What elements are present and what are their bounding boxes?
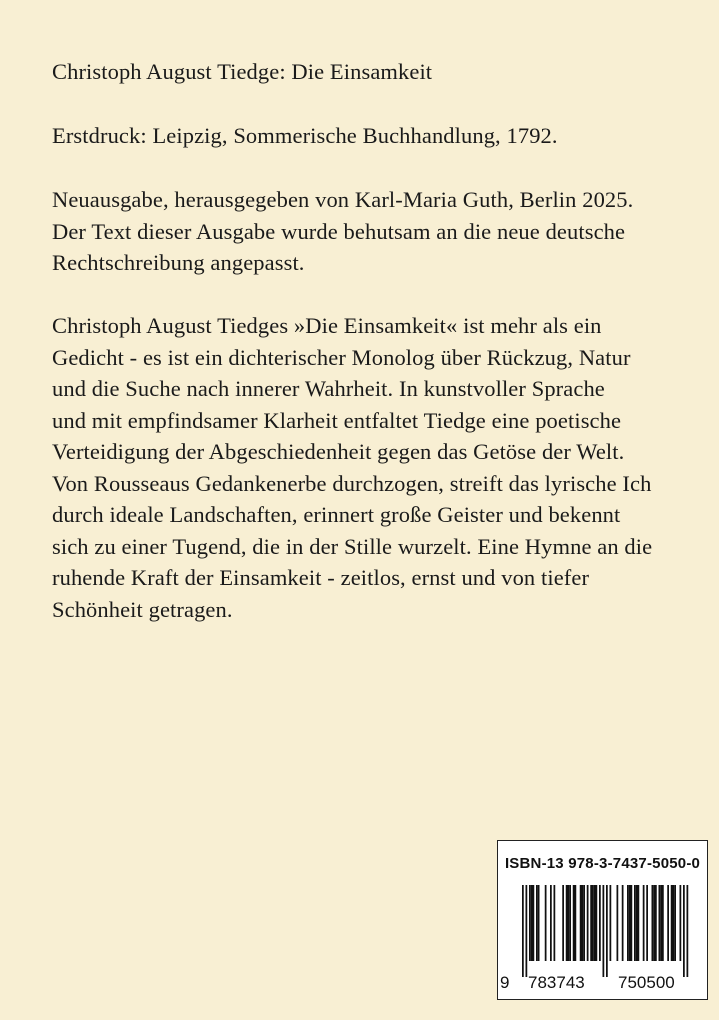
barcode-bar bbox=[662, 885, 664, 961]
edition-paragraph bbox=[52, 184, 692, 279]
blurb-line: Von Rousseaus Gedankenerbe durchzogen, streift das lyrische Ich bbox=[52, 470, 652, 496]
barcode-bar bbox=[599, 885, 601, 961]
barcode-bar bbox=[629, 885, 631, 961]
barcode-bar bbox=[634, 885, 636, 961]
barcode-bar bbox=[659, 885, 661, 961]
barcode-bar bbox=[583, 885, 585, 961]
barcode-bar bbox=[610, 885, 612, 961]
barcode-bar bbox=[596, 885, 598, 961]
barcode-bar bbox=[603, 885, 605, 977]
barcode-bar bbox=[533, 885, 535, 961]
barcode-bar bbox=[590, 885, 592, 961]
barcode-bar bbox=[652, 885, 654, 961]
barcode-bar bbox=[673, 885, 675, 961]
barcode-graphic bbox=[510, 885, 698, 985]
isbn-barcode-box bbox=[497, 840, 708, 1000]
barcode-bar bbox=[622, 885, 624, 961]
barcode-bar bbox=[569, 885, 571, 961]
barcode-bar bbox=[536, 885, 538, 961]
barcode-bar bbox=[526, 885, 528, 977]
blurb-line: Verteidigung der Abgeschiedenheit gegen das Getöse der Welt. bbox=[52, 439, 625, 464]
isbn-label: ISBN-13 978-3-7437-5050-0 bbox=[504, 855, 701, 872]
barcode-bar bbox=[631, 885, 633, 961]
barcode-bar bbox=[531, 885, 533, 961]
barcode-bar bbox=[606, 885, 608, 977]
barcode-bar bbox=[582, 885, 584, 961]
barcode-bar bbox=[667, 885, 669, 961]
blurb-line: Gedicht - es ist ein dichterischer Monolog über Rückzug, Natur bbox=[52, 344, 631, 370]
barcode-bar bbox=[529, 885, 531, 961]
barcode-bar bbox=[573, 885, 575, 961]
barcode-digit-first: 9 bbox=[500, 973, 510, 992]
barcode-bar bbox=[522, 885, 524, 977]
barcode-bar bbox=[566, 885, 568, 961]
barcode-bar bbox=[550, 885, 552, 961]
barcode-bar bbox=[655, 885, 657, 961]
blurb-line: durch ideale Landschaften, erinnert große Geister und bekennt bbox=[52, 502, 621, 527]
barcode-bar bbox=[562, 885, 564, 961]
barcode-digits-left: 783743 bbox=[528, 973, 585, 992]
title-line: Christoph August Tiedge: Die Einsamkeit bbox=[52, 59, 433, 84]
barcode-bar bbox=[660, 885, 662, 961]
barcode-bar bbox=[587, 885, 589, 961]
barcode-bar bbox=[575, 885, 577, 961]
barcode-bar bbox=[687, 885, 689, 977]
barcode-bar bbox=[594, 885, 596, 961]
edition-line: Rechtschreibung angepasst. bbox=[52, 250, 305, 275]
blurb-line: und mit empfindsamer Klarheit entfaltet Tiedge eine poetische bbox=[52, 407, 622, 433]
barcode-bar bbox=[617, 885, 619, 961]
blurb-paragraph bbox=[52, 310, 692, 625]
barcode-digits-right: 750500 bbox=[618, 973, 675, 992]
barcode-bar bbox=[638, 885, 640, 961]
barcode-bar bbox=[545, 885, 547, 961]
barcode-bar bbox=[592, 885, 594, 961]
barcode-bar bbox=[636, 885, 638, 961]
blurb-line: sich zu einer Tugend, die in der Stille wurzelt. Eine Hymne an die bbox=[52, 533, 653, 559]
first-print-line: Erstdruck: Leipzig, Sommerische Buchhandlung, 1792. bbox=[52, 123, 558, 148]
blurb-line: Schönheit getragen. bbox=[52, 596, 233, 622]
barcode-bar bbox=[643, 885, 645, 961]
edition-line: Der Text dieser Ausgabe wurde behutsam an die neue deutsche bbox=[52, 218, 626, 244]
blurb-line: und die Suche nach innerer Wahrheit. In kunstvoller Sprache bbox=[52, 376, 605, 401]
barcode-bar bbox=[674, 885, 676, 961]
barcode-bar bbox=[580, 885, 582, 961]
barcode-bar bbox=[646, 885, 648, 961]
barcode-bar bbox=[554, 885, 556, 961]
barcode-bar bbox=[627, 885, 629, 961]
barcode-bar bbox=[683, 885, 685, 977]
blurb-line: Christoph August Tiedges »Die Einsamkeit« ist mehr als ein bbox=[52, 313, 602, 338]
barcode-bar bbox=[568, 885, 570, 961]
barcode-bar bbox=[538, 885, 540, 961]
barcode-bar bbox=[653, 885, 655, 961]
edition-line: Neuausgabe, herausgegeben von Karl-Maria Guth, Berlin 2025. bbox=[52, 187, 634, 212]
barcode-bar bbox=[680, 885, 682, 961]
barcode-bar bbox=[671, 885, 673, 961]
blurb-line: ruhende Kraft der Einsamkeit - zeitlos, ernst und von tiefer bbox=[52, 565, 590, 590]
